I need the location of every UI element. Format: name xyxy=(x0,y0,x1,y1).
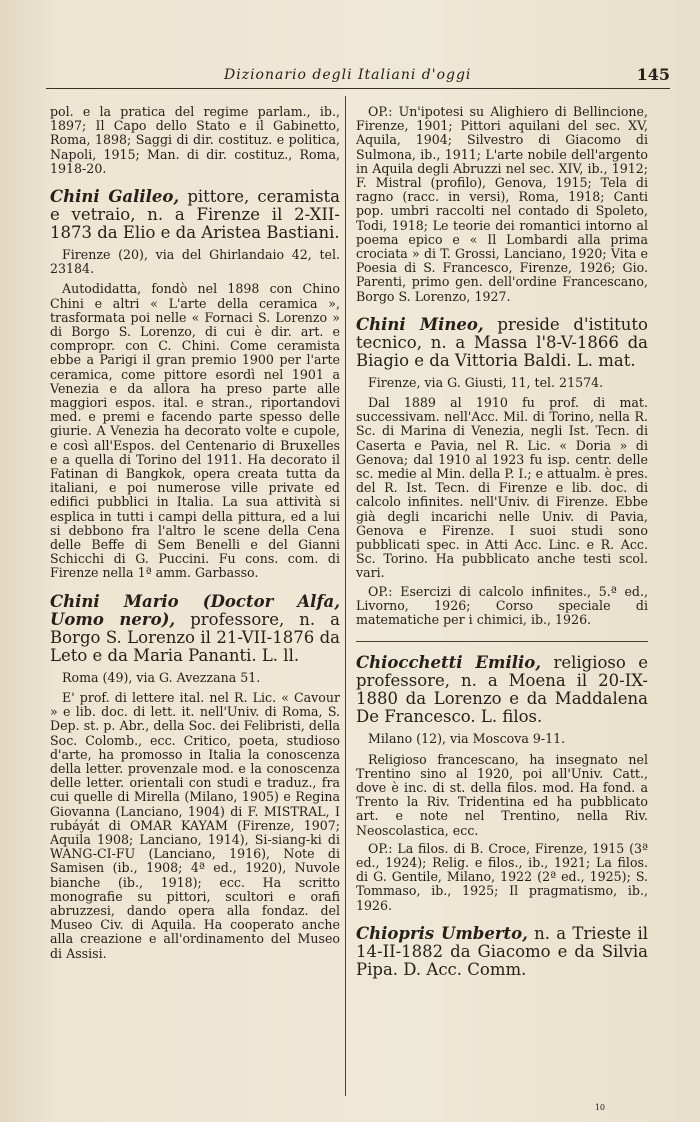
entry-biography: Dal 1889 al 1910 fu prof. di mat. successivam. nell'Acc. Mil. di Torino, nella R. Sc. di Marina di Venezia, negli Ist. Tecn. di Caserta e Pavia, nel R. Lic. « Doria » di Genova; dal 1910 al 1923 fu isp. centr. delle sc. medie al Min. della P. I.; e attualm. è pres. del R. Ist. Tecn. di Firenze e lib. doc. di calcolo infinites. nell'Univ. di Firenze. Ebbe già degli incarichi nelle Univ. di Pavia, Genova e Firenze. I suoi studi sono pubblicati spec. in Atti Acc. Linc. e R. Acc. Sc. Torino. Ha pubblicato anche testi scol. vari. xyxy=(356,395,648,581)
entry-name: Chiocchetti Emilio, xyxy=(356,653,542,673)
entry-works: OP.: La filos. di B. Croce, Firenze, 1915 (3ª ed., 1924); Relig. e filos., ib., 1921; La filos. di G. Gentile, Milano, 1922 (2ª ed., 1925); S. Tommaso, ib., 1925; Il pragmatismo, ib., 1926. xyxy=(356,840,648,913)
left-column xyxy=(50,105,340,965)
entry-heading-chiopris xyxy=(356,925,648,979)
signature-number: 10 xyxy=(594,1103,605,1112)
continued-entry-text: pol. e la pratica del regime parlam., ib., 1897; Il Capo dello Stato e il Gabinetto, Roma, 1898; Saggi di dir. costituz. e politica, Napoli, 1915; Man. di dir. costituz., Roma, 1918-20. xyxy=(50,104,340,176)
column-divider xyxy=(345,96,346,1096)
entry-address: Firenze, via G. Giusti, 11, tel. 21574. xyxy=(368,374,604,390)
entry-heading-chini-mario xyxy=(50,593,340,665)
page-header xyxy=(46,62,670,89)
entry-address: Roma (49), via G. Avezzana 51. xyxy=(62,669,261,685)
entry-name: Chini Galileo, xyxy=(50,187,180,207)
entry-works: OP.: Esercizi di calcolo infinites., 5.ª ed., Livorno, 1926; Corso speciale di matematiche per i chimici, ib., 1926. xyxy=(356,583,648,628)
entry-heading-chiocchetti xyxy=(356,654,648,726)
entry-heading-rest: religioso e professore, n. a Moena il 20-IX-1880 da Lorenzo e da Maddalena De Francesco. L. filos. xyxy=(356,653,648,727)
entry-heading-chini-galileo xyxy=(50,188,340,242)
entry-biography: Religioso francescano, ha insegnato nel Trentino sino al 1920, poi all'Univ. Catt., dove è inc. di st. della filos. mod. Ha fond. a Trento la Riv. Tridentina ed ha pubblicato art. e note nel Trentino, nella Riv. Neoscolastica, ecc. xyxy=(356,751,648,838)
entry-heading-chini-mineo xyxy=(356,316,648,370)
section-rule xyxy=(356,641,648,642)
entry-heading-rest: pittore, ceramista e vetraio, n. a Firenze il 2-XII-1873 da Elio e da Aristea Bastiani. xyxy=(50,187,341,243)
entry-name: Chiopris Umberto, xyxy=(356,923,528,943)
entry-address: Firenze (20), via del Ghirlandaio 42, tel. 23184. xyxy=(50,247,340,277)
entry-heading-rest: professore, n. a Borgo S. Lorenzo il 21-VII-1876 da Leto e da Maria Pananti. L. ll. xyxy=(50,609,340,665)
entry-heading-rest: n. a Trieste il 14-II-1882 da Giacomo e da Silvia Pipa. D. Acc. Comm. xyxy=(356,923,649,979)
entry-heading-rest: preside d'istituto tecnico, n. a Massa l'8-V-1866 da Biagio e da Vittoria Baldi. L. mat. xyxy=(356,314,648,370)
entry-biography: Autodidatta, fondò nel 1898 con Chino Chini e altri « L'arte della ceramica », trasformata poi nelle « Fornaci S. Lorenzo » di Borgo S. Lorenzo, di cui è dir. art. e compropr. con C. Chini. Come ceramista ebbe a Parigi il gran premio 1900 per l'arte ceramica, come pittore esordì nel 1901 a Venezia e da allora ha preso parte alle maggiori espos. ital. e stran., riportandovi med. e premi e facendo parte spesso delle giurie. A Venezia ha decorato volte e cupole, e così all'Espos. del Centenario di Bruxelles e a quella di Torino del 1911. Ha decorato il Fatinan di Bangkok, opera creata tutta da italiani, e poi numerose ville private ed edifici pubblici in Italia. La sua attività si esplica in tutti i campi della pittura, ed a lui si debbono fra l'altro le scene della Cena delle Beffe di Sem Benelli e del Gianni Schicchi di G. Puccini. Fu cons. com. di Firenze nella 1ª amm. Garbasso. xyxy=(50,281,340,581)
entry-name: Chini Mario (Doctor Alfa, Uomo nero), xyxy=(50,591,340,629)
running-title: Dizionario degli Italiani d'oggi xyxy=(224,67,472,83)
entry-address: Milano (12), via Moscova 9-11. xyxy=(368,731,566,747)
entry-works: OP.: Un'ipotesi su Alighiero di Bellincione, Firenze, 1901; Pittori aquilani del sec. XV, Aquila, 1904; Silvestro di Giacomo di Sulmona, ib., 1911; L'arte nobile dell'argento in Aquila degli Abruzzi nel sec. XIV, ib., 1912; F. Mistral (profilo), Genova, 1915; Tela di ragno (racc. in versi), Roma, 1918; Canti pop. umbri raccolti nel contado di Spoleto, Todi, 1918; Le teorie dei romantici intorno al poema epico e « Il Lombardi alla prima crociata » di T. Grossi, Lanciano, 1920; Vita e Poesia di S. Francesco, Firenze, 1926; Gio. Parenti, primo gen. dell'ordine Francescano, Borgo S. Lorenzo, 1927. xyxy=(356,104,648,304)
entry-name: Chini Mineo, xyxy=(356,314,484,334)
right-column xyxy=(356,105,648,985)
page-number: 145 xyxy=(636,65,670,84)
entry-biography: E' prof. di lettere ital. nel R. Lic. « Cavour » e lib. doc. di lett. it. nell'Univ. di Roma, S. Dep. st. p. Abr., della Soc. dei Felibristi, della Soc. Colomb., ecc. Critico, poeta, studioso d'arte, ha promosso in Italia la conoscenza della letter. provenzale mod. e la conoscenza delle letter. orientali con studi e traduz., fra cui quelle di Mirella (Milano, 1905) e Regina Giovanna (Lanciano, 1904) di F. MISTRAL, I rubáyát di OMAR KAYAM (Firenze, 1907; Aquila 1908; Lanciano, 1914), Si-siang-ki di WANG-CI-FU (Lanciano, 1916), Note di Samisen (ib., 1908; 4ª ed., 1920), Nuvole bianche (ib., 1918); ecc. Ha scritto monografie su pittori, scultori e orafi abruzzesi, dando opera alla fondaz. del Museo Civ. di Aquila. Ha cooperato anche alla creazione e all'ordinamento del Museo di Assisi. xyxy=(50,689,340,961)
